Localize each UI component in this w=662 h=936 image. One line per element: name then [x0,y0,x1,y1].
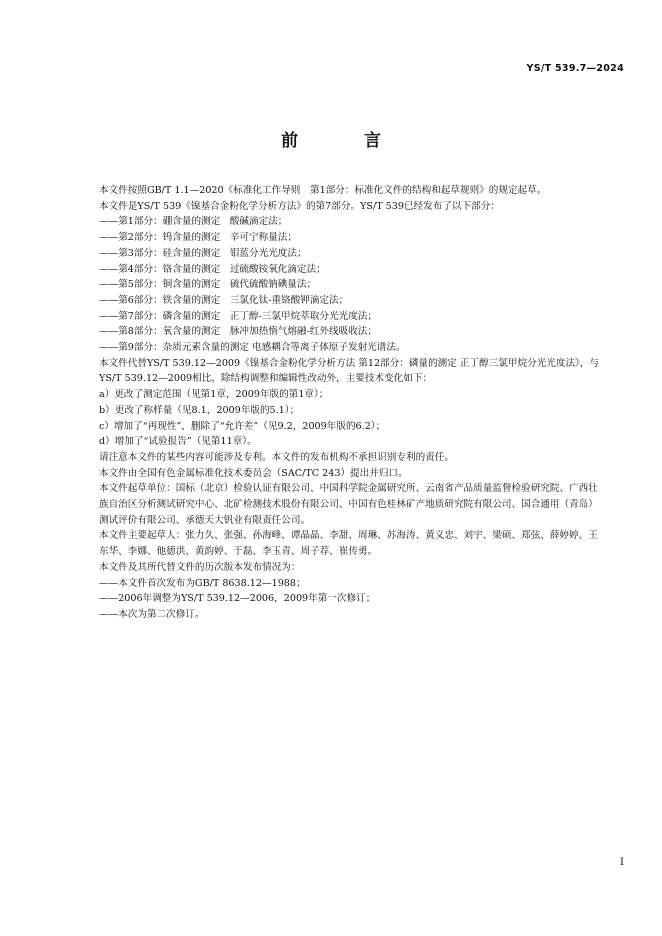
page-number: I [620,857,624,868]
history-list-item: ——本次为第二次修订。 [99,608,205,620]
history-list-item: ——本文件首次发布为GB/T 8638.12—1988； [99,577,306,589]
history-list-item: ——2006年调整为YS/T 539.12—2006，2009年第一次修订； [99,593,376,605]
standard-code: YS/T 539.7—2024 [526,63,624,74]
part-list-item: ——第3部分：硅含量的测定 钼蓝分光光度法； [99,247,307,259]
paragraph-part-intro: 本文件是YS/T 539《镍基合金粉化学分析方法》的第7部分。YS/T 539已经发布了以下部分： [99,200,500,212]
part-list-item: ——第6部分：铁含量的测定 三氯化钛-重铬酸钾滴定法； [99,294,349,306]
part-list-item: ——第4部分：铬含量的测定 过硫酸铵氧化滴定法； [99,263,326,275]
page-title: 前 言 [281,131,411,151]
paragraph-drafting-rules: 本文件按照GB/T 1.1—2020《标准化工作导则 第1部分：标准化文件的结构和起草规则》的规定起草。 [99,185,547,196]
paragraph-replaces: 本文件代替YS/T 539.12—2009《镍基合金粉化学分析方法 第12部分：磷量的测定 正丁醇三氯甲烷分光光度法》，与YS/T 539.12—2009相比，除结构调整和编辑性改动外，主要技术变化如下： [99,357,600,385]
paragraph-history-intro: 本文件及其所代替文件的历次版本发布情况为： [99,561,301,573]
part-list-item: ——第2部分：钨含量的测定 辛可宁称量法； [99,232,297,244]
change-list-item: a）更改了测定范围（见第1章，2009年版的第1章）； [99,389,329,401]
paragraph-proposer: 本文件由全国有色金属标准化技术委员会（SAC/TC 243）提出并归口。 [99,467,408,479]
change-list-item: b）更改了称样量（见8.1，2009年版的5.1）； [99,404,300,416]
change-list-item: d）增加了“试验报告”（见第11章）。 [99,436,257,448]
part-list-item: ——第8部分：氧含量的测定 脉冲加热惰气熔融-红外线吸收法； [99,326,377,338]
document-body [80,183,602,623]
part-list-item: ——第1部分：硼含量的测定 酸碱滴定法； [99,216,288,228]
change-list-item: c）增加了“再现性”，删除了“允许差”（见9.2，2009年版的6.2）； [99,420,386,432]
part-list-item: ——第9部分：杂质元素含量的测定 电感耦合等离子体原子发射光谱法。 [99,342,406,354]
paragraph-drafters: 本文件主要起草人：张力久、张强、孙海峰、谭晶晶、李甜、周琳、苏海涛、黄义忠、刘宇、梁硕、郑弦、薛婷婷、王东华、李娜、他德洪、黄韵婷、于磊、李玉青、周子荐、崔传勇。 [99,530,598,558]
part-list-item: ——第7部分：磷含量的测定 正丁醇-三氯甲烷萃取分光光度法； [99,310,377,322]
paragraph-patent-notice: 请注意本文件的某些内容可能涉及专利。本文件的发布机构不承担识别专利的责任。 [99,451,454,463]
paragraph-drafting-units: 本文件起草单位：国标（北京）检验认证有限公司、中国科学院金属研究所、云南省产品质量监督检验研究院、广西壮族自治区分析测试研究中心、北矿检测技术股份有限公司、中国有色桂林矿产地质研究院有限公司、国合通用（青岛）测试评价有限公司、承德天大钒业有限责任公司。 [99,483,598,526]
part-list-item: ——第5部分：铜含量的测定 硫代硫酸钠碘量法； [99,279,317,291]
